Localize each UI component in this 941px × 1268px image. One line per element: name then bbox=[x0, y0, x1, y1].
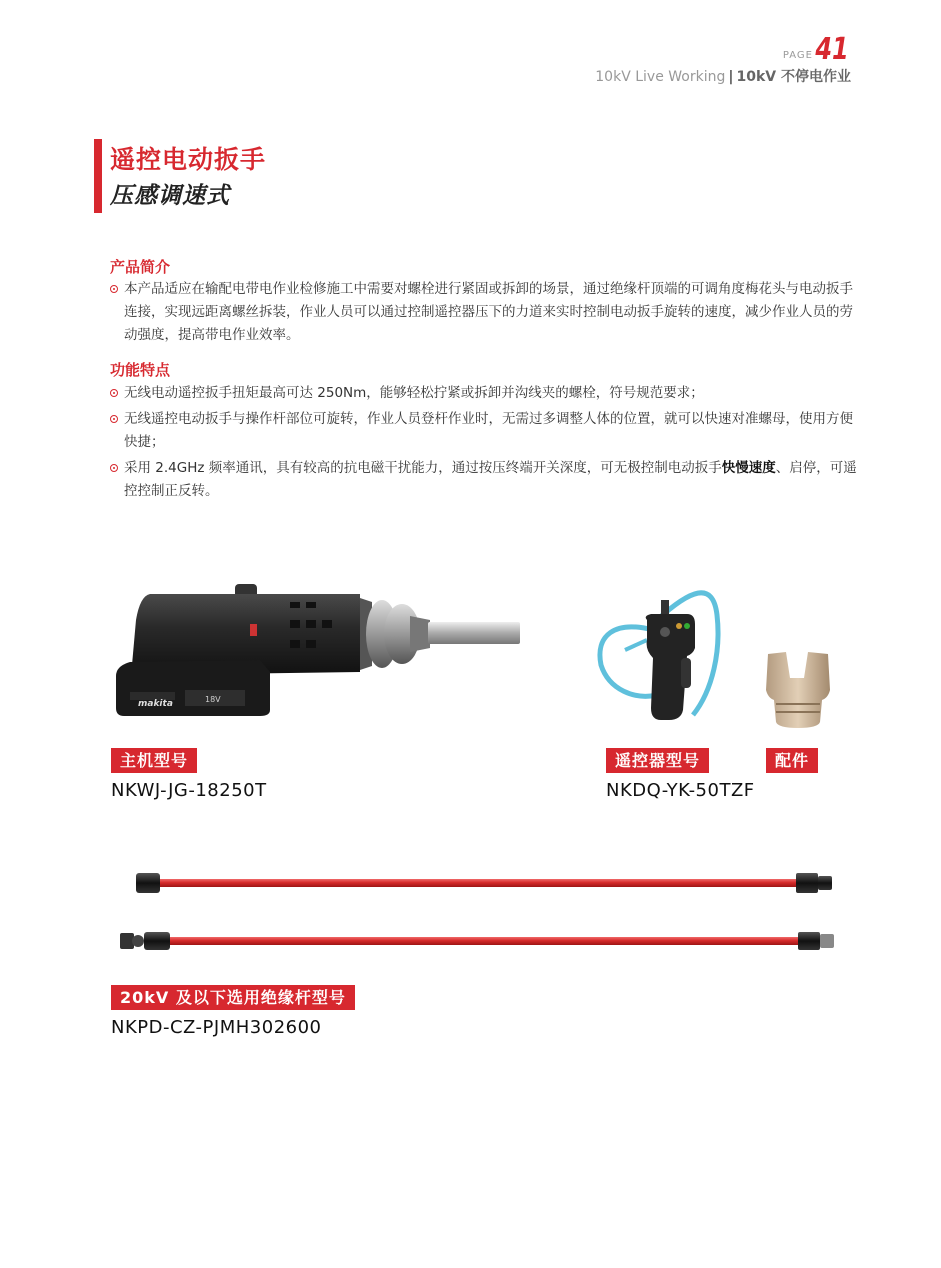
page-label: PAGE bbox=[782, 50, 813, 61]
intro-paragraph bbox=[110, 278, 860, 347]
accessory-tag: 配件 bbox=[766, 748, 818, 773]
feature-item bbox=[110, 457, 860, 503]
feature-item bbox=[110, 408, 860, 454]
features-heading: 功能特点 bbox=[110, 361, 171, 379]
intro-text: 本产品适应在输配电带电作业检修施工中需要对螺栓进行紧固或拆卸的场景，通过绝缘杆顶端的可调角度梅花头与电动扳手连接，实现远距离螺丝拆装，作业人员可以通过控制遥控器压下的力道来实时控制电动扳手旋转的速度，减少作业人员的劳动强度，提高带电作业效率。 bbox=[124, 281, 853, 343]
category-separator: | bbox=[728, 69, 734, 85]
insulated-rods-image bbox=[120, 862, 850, 967]
remote-tag: 遥控器型号 bbox=[606, 748, 709, 773]
page-number: 41 bbox=[815, 32, 849, 67]
bullet-icon bbox=[110, 389, 118, 397]
bullet-icon bbox=[110, 415, 118, 423]
remote-controller-image bbox=[595, 580, 735, 725]
intro-heading: 产品简介 bbox=[110, 258, 171, 276]
battery-voltage-badge: 18V bbox=[205, 695, 221, 704]
makita-logo-text: makita bbox=[138, 699, 173, 709]
feature-text-post: 、启停，可遥控控制正反转。 bbox=[124, 460, 857, 499]
remote-model: NKDQ-YK-50TZF bbox=[606, 780, 755, 801]
accessory-socket-image bbox=[760, 640, 835, 730]
feature-text bbox=[110, 457, 860, 503]
feature-item bbox=[110, 382, 860, 405]
feature-text: 无线遥控电动扳手与操作杆部位可旋转，作业人员登杆作业时，无需过多调整人体的位置，就可以快速对准螺母，使用方便快捷； bbox=[124, 411, 853, 450]
rod-tag: 20kV 及以下选用绝缘杆型号 bbox=[111, 985, 355, 1010]
title-accent-bar bbox=[94, 139, 102, 213]
feature-text-pre: 采用 2.4GHz 频率通讯，具有较高的抗电磁干扰能力，通过按压终端开关深度，可无极控制电动扳手 bbox=[124, 460, 722, 476]
category-en: 10kV Live Working bbox=[595, 69, 726, 85]
page-title: 遥控电动扳手 bbox=[110, 145, 267, 174]
header-category bbox=[595, 66, 851, 86]
feature-text-bold: 快慢速度 bbox=[721, 460, 776, 476]
page-subtitle: 压感调速式 bbox=[110, 183, 230, 209]
category-cn: 10kV 不停电作业 bbox=[736, 69, 851, 85]
main-unit-model: NKWJ-JG-18250T bbox=[111, 780, 267, 801]
bullet-icon bbox=[110, 464, 118, 472]
bullet-icon bbox=[110, 285, 118, 293]
electric-wrench-image bbox=[110, 580, 530, 725]
feature-text: 无线电动遥控扳手扭矩最高可达 250Nm，能够轻松拧紧或拆卸并沟线夹的螺栓，符号规范要求； bbox=[124, 385, 704, 401]
main-unit-tag: 主机型号 bbox=[111, 748, 197, 773]
rod-model: NKPD-CZ-PJMH302600 bbox=[111, 1017, 322, 1038]
